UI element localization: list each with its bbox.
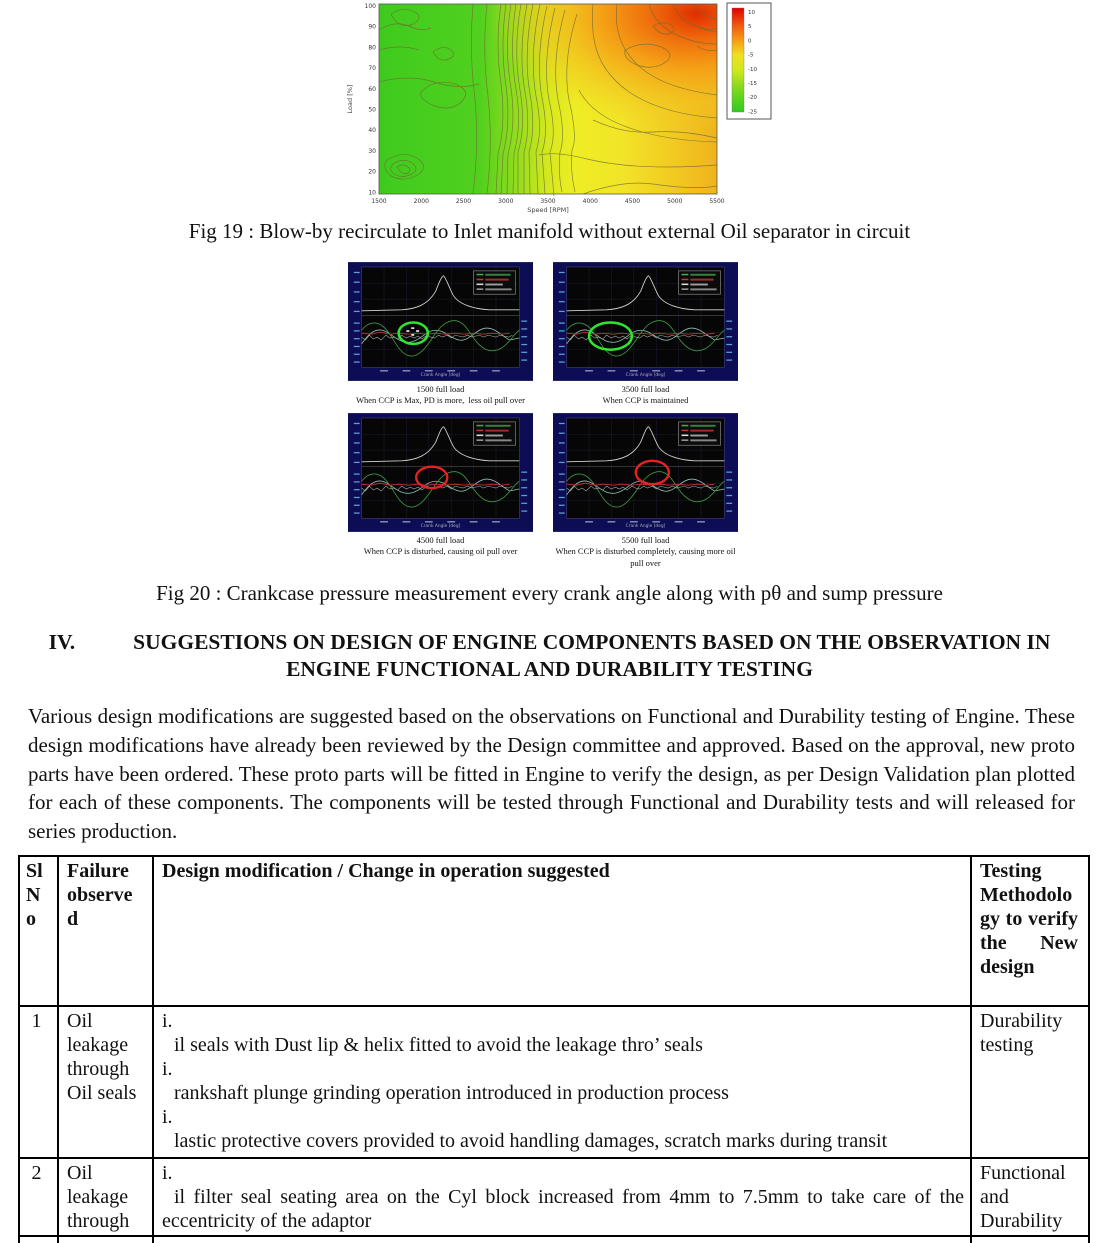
crank-axis-label: Crank Angle [deg]	[625, 373, 666, 379]
colorbar-tick: 5	[748, 24, 752, 31]
x-tick: 2000	[413, 198, 429, 205]
panel-caption-line1: 4500 full load	[416, 534, 465, 545]
y-tick: 60	[368, 85, 376, 93]
panel-caption-line1: 5500 full load	[621, 534, 670, 545]
plot-legend	[474, 422, 516, 445]
panel-caption-line2: When CCP is disturbed, causing oil pull over	[363, 546, 518, 557]
figure20-panel-grid	[348, 262, 748, 569]
x-tick: 4000	[582, 198, 598, 205]
panel-caption-line2: When CCP is Max, PD is more, less oil pull over	[356, 395, 525, 406]
section-title-line2: ENGINE FUNCTIONAL AND DURABILITY TESTING	[286, 657, 813, 681]
panel-caption-line2: When CCP is maintained	[602, 395, 689, 406]
section-title-line1: SUGGESTIONS ON DESIGN OF ENGINE COMPONENTS BASED ON THE OBSERVATION IN	[133, 630, 1051, 654]
crank-axis-label: Crank Angle [deg]	[420, 523, 461, 529]
table-header-design-modification: Design modification / Change in operation suggested	[153, 856, 971, 1006]
cell-design-modifications	[153, 1158, 971, 1236]
y-tick: 90	[368, 23, 376, 31]
table-row	[19, 1158, 1089, 1236]
modification-item: lastic protective covers provided to avoid handling damages, scratch marks during transit	[174, 1130, 888, 1152]
crank-pressure-plot	[348, 262, 533, 381]
colorbar-tick: 10	[748, 10, 755, 16]
cell-design-modifications	[153, 1006, 971, 1158]
cell-testing-methodology: Durability testing	[971, 1006, 1089, 1158]
section-number: IV.	[48, 630, 76, 654]
crank-pressure-plot	[553, 262, 738, 381]
y-tick: 10	[368, 189, 376, 197]
panel-caption-line1: 3500 full load	[621, 384, 670, 394]
y-tick: 30	[368, 147, 376, 155]
colorbar	[727, 3, 771, 119]
x-axis-label: Speed [RPM]	[527, 206, 569, 214]
list-marker: i.	[162, 1162, 173, 1184]
y-tick: 50	[368, 106, 376, 114]
x-tick: 4500	[624, 198, 641, 205]
figure19-caption: Fig 19 : Blow-by recirculate to Inlet manifold without external Oil separator in circuit	[188, 219, 911, 243]
table-header-testing-methodology: Testing Methodology to verify the New design	[971, 856, 1089, 1006]
contour-plot-svg	[343, 0, 775, 215]
cell-testing-methodology: Functional and Durability	[971, 1158, 1089, 1236]
crank-pressure-panel-1500	[348, 262, 533, 407]
panel-caption-line1: 1500 full load	[416, 384, 465, 394]
crank-axis-label: Crank Angle [deg]	[420, 373, 461, 379]
colorbar-tick: -10	[748, 66, 757, 73]
y-tick: 80	[368, 44, 376, 52]
plot-legend	[679, 422, 721, 445]
list-marker: i.	[162, 1106, 173, 1128]
x-tick: 5500	[709, 198, 725, 205]
figure19-contour-plot	[343, 0, 775, 215]
y-tick: 20	[368, 168, 376, 176]
colorbar-tick: -5	[748, 52, 754, 59]
y-axis-label: Load [%]	[346, 84, 354, 114]
colorbar-tick: -20	[748, 95, 757, 102]
y-tick: 70	[368, 65, 376, 73]
plot-legend	[474, 271, 516, 294]
modification-item: il seals with Dust lip & helix fitted to avoid the leakage thro’ seals	[174, 1034, 703, 1056]
colorbar-tick: -25	[748, 109, 757, 116]
cell-sl-no: 1	[19, 1006, 58, 1158]
crank-pressure-plot	[348, 413, 533, 532]
section-heading	[0, 629, 1099, 683]
modification-item: rankshaft plunge grinding operation introduced in production process	[174, 1082, 729, 1104]
x-tick: 3500	[540, 198, 556, 205]
panel-caption-line2: When CCP is disturbed completely, causing more oil pull over	[555, 546, 738, 568]
list-marker: i.	[162, 1058, 173, 1080]
x-tick: 1500	[371, 198, 387, 205]
table-header-failure-observed: Failure observed	[58, 856, 153, 1006]
y-tick: 40	[368, 127, 376, 135]
plot-legend	[679, 271, 721, 294]
colorbar-tick: -15	[748, 81, 757, 87]
y-axis	[365, 3, 377, 196]
table-header-sl-no: Sl No	[19, 856, 58, 1006]
table-row	[19, 1006, 1089, 1158]
cell-failure-observed: Oil leakage through Oil seals	[58, 1006, 153, 1158]
modification-item: il filter seal seating area on the Cyl block increased from 4mm to 7.5mm to take care of the eccentricity of the adaptor	[162, 1186, 964, 1232]
y-tick: 100	[364, 3, 376, 10]
x-tick: 2500	[455, 198, 472, 205]
design-modification-table	[18, 855, 1090, 1243]
list-marker: i.	[162, 1010, 173, 1032]
crank-pressure-plot	[553, 413, 738, 532]
crank-pressure-panel-3500	[553, 262, 738, 407]
crank-pressure-panel-5500	[553, 413, 738, 569]
crank-pressure-panel-4500	[348, 413, 533, 569]
x-axis	[371, 198, 724, 205]
x-tick: 3000	[498, 198, 514, 205]
figure20-caption: Fig 20 : Crankcase pressure measurement every crank angle along with pθ and sump pressure	[156, 581, 943, 605]
body-paragraph: Various design modifications are suggested based on the observations on Functional and Durability testing of Engine. These design modifications have already been reviewed by the Design committee and approved. Based on the approval, new proto parts have been ordered. These proto parts will be fitted in Engine to verify the design, as per Design Validation plan plotted for each of these components. The components will be tested through Functional and Durability tests and will released for series production.	[28, 704, 1075, 844]
table-header-row	[19, 856, 1089, 1006]
cell-sl-no: 2	[19, 1158, 58, 1236]
colorbar-tick: 0	[748, 38, 752, 45]
x-tick: 5000	[667, 198, 683, 205]
cell-failure-observed: Oil leakage through	[58, 1158, 153, 1236]
crank-axis-label: Crank Angle [deg]	[625, 523, 666, 529]
table-row-partial	[19, 1236, 1089, 1243]
